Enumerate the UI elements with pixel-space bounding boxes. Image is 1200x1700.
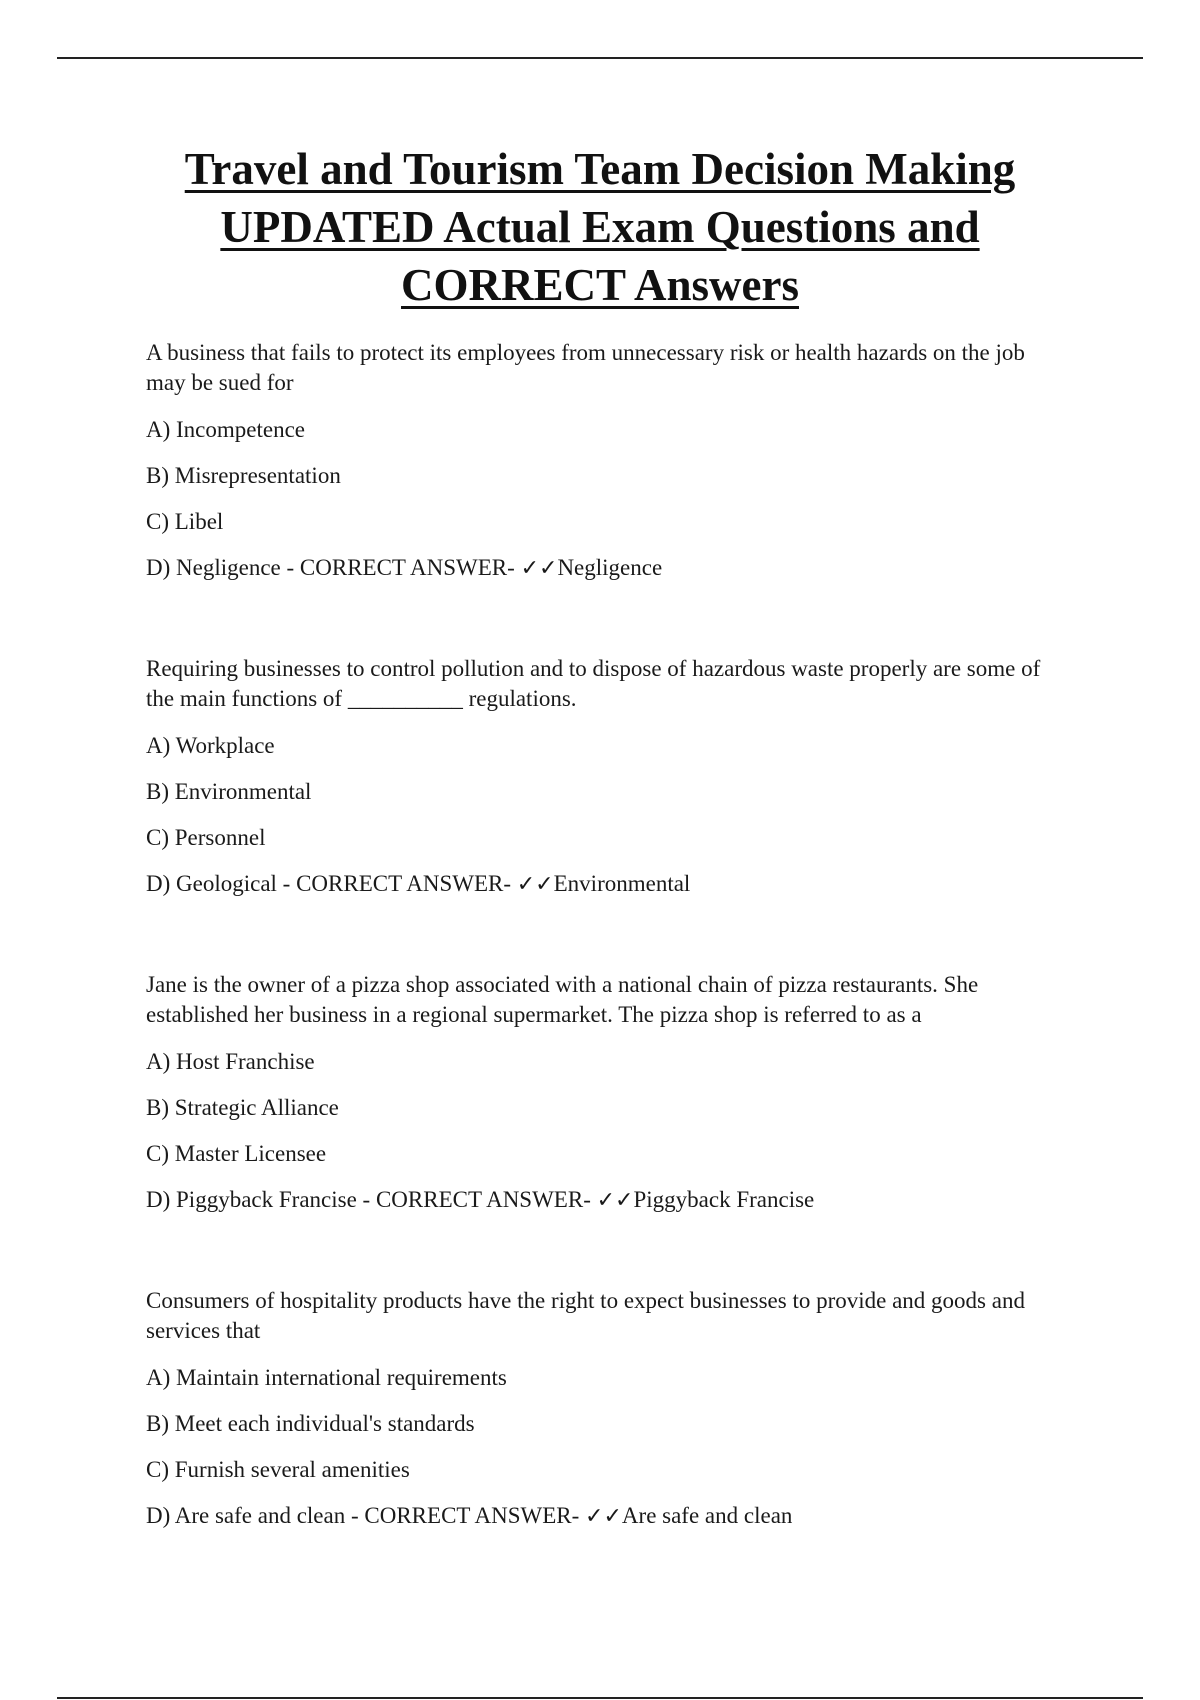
check-mark-icon: ✓✓ bbox=[516, 872, 554, 897]
document-title bbox=[100, 140, 1100, 314]
option-b: B) Misrepresentation bbox=[146, 463, 341, 488]
option-d-with-answer bbox=[146, 1185, 1046, 1216]
question-block-3 bbox=[146, 970, 1046, 1216]
question-prompt: Requiring businesses to control pollution and to dispose of hazardous waste properly are some of the main functions of __________ regulations. bbox=[146, 656, 1041, 711]
correct-answer: Environmental bbox=[553, 871, 691, 896]
check-mark-icon: ✓✓ bbox=[520, 556, 558, 581]
option-a: A) Workplace bbox=[146, 733, 275, 758]
question-prompt: Consumers of hospitality products have the right to expect businesses to provide and goods and services that bbox=[146, 1288, 1025, 1343]
question-prompt: A business that fails to protect its employees from unnecessary risk or health hazards on the job may be sued for bbox=[146, 340, 1025, 395]
option-d-with-answer bbox=[146, 869, 1046, 900]
correct-answer: Negligence bbox=[557, 555, 663, 580]
option-c: C) Master Licensee bbox=[146, 1141, 327, 1166]
top-rule bbox=[57, 57, 1143, 59]
title-line-2: UPDATED Actual Exam Questions and bbox=[220, 202, 980, 252]
option-d-text: D) Are safe and clean - CORRECT ANSWER- bbox=[146, 1503, 586, 1528]
option-c: C) Libel bbox=[146, 509, 224, 534]
bottom-rule bbox=[57, 1697, 1143, 1699]
check-mark-icon: ✓✓ bbox=[585, 1504, 622, 1529]
option-b: B) Meet each individual's standards bbox=[146, 1411, 475, 1436]
option-b: B) Strategic Alliance bbox=[146, 1095, 339, 1120]
question-prompt: Jane is the owner of a pizza shop associated with a national chain of pizza restaurants. She established her business in a regional supermarket. The pizza shop is referred to as a bbox=[146, 972, 979, 1027]
option-c: C) Personnel bbox=[146, 825, 266, 850]
option-a: A) Maintain international requirements bbox=[146, 1365, 507, 1390]
option-d-with-answer bbox=[146, 553, 1046, 584]
option-d-text: D) Negligence - CORRECT ANSWER- bbox=[146, 555, 521, 580]
question-list bbox=[146, 338, 1046, 1532]
question-block-2 bbox=[146, 654, 1046, 900]
option-d-text: D) Piggyback Francise - CORRECT ANSWER- bbox=[146, 1187, 597, 1212]
question-block-1 bbox=[146, 338, 1046, 584]
option-a: A) Incompetence bbox=[146, 417, 306, 442]
option-a: A) Host Franchise bbox=[146, 1049, 315, 1074]
question-block-4 bbox=[146, 1286, 1046, 1532]
option-b: B) Environmental bbox=[146, 779, 312, 804]
check-mark-icon: ✓✓ bbox=[596, 1188, 634, 1213]
correct-answer: Piggyback Francise bbox=[633, 1187, 815, 1212]
title-line-3: CORRECT Answers bbox=[401, 260, 799, 310]
option-d-text: D) Geological - CORRECT ANSWER- bbox=[146, 871, 517, 896]
option-d-with-answer bbox=[146, 1501, 1046, 1532]
correct-answer: Are safe and clean bbox=[621, 1503, 793, 1528]
option-c: C) Furnish several amenities bbox=[146, 1457, 410, 1482]
title-line-1: Travel and Tourism Team Decision Making bbox=[184, 144, 1016, 194]
